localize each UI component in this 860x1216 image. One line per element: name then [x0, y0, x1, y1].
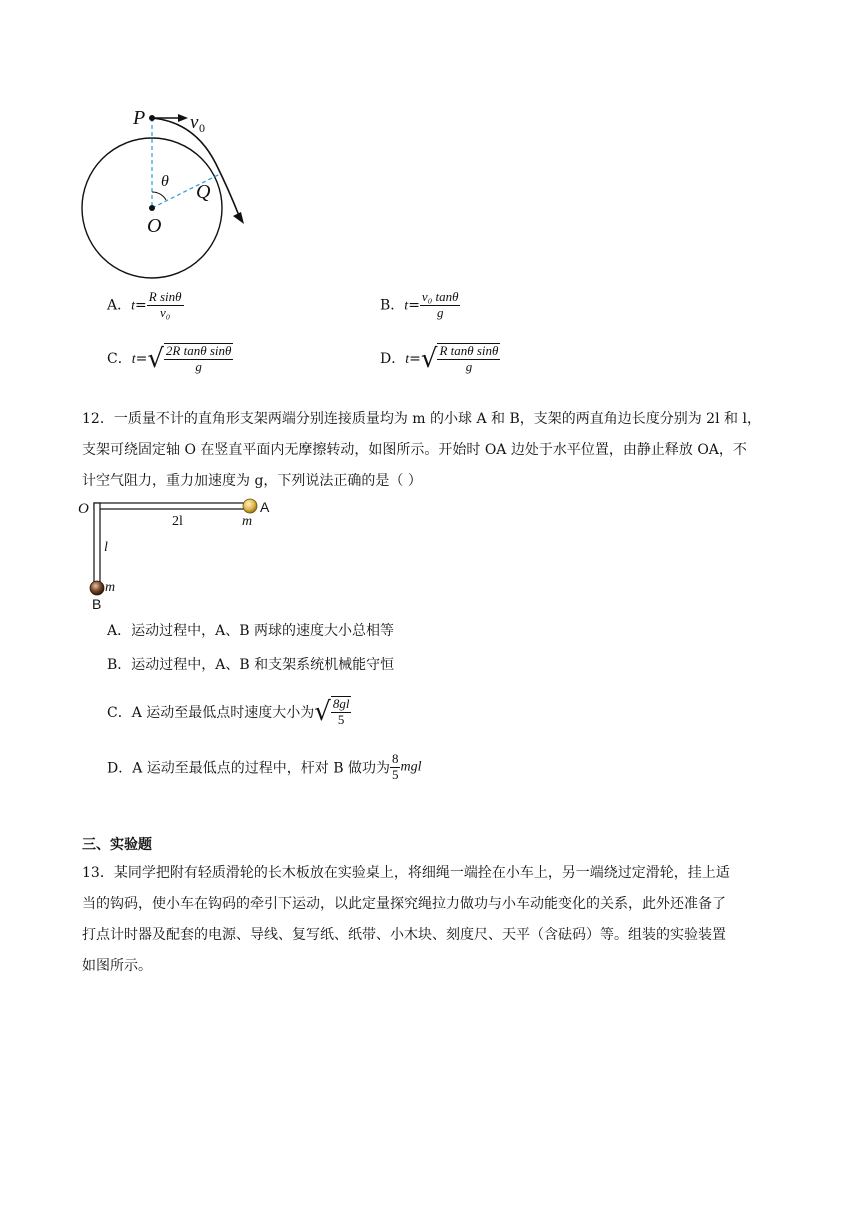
- denominator: g: [465, 358, 473, 374]
- bracket-vertical-arm: [94, 503, 100, 588]
- q12-stem: [82, 404, 782, 497]
- numerator: R sinθ: [148, 289, 182, 304]
- stem-line: 计空气阻力，重力加速度为 g，下列说法正确的是（ ）: [82, 473, 422, 489]
- q12-option-c: [107, 696, 351, 728]
- option-text: D．A 运动至最低点的过程中，杆对 B 做功为: [107, 760, 390, 777]
- sqrt-icon: √: [420, 343, 438, 374]
- q11-circle-figure: [70, 100, 270, 280]
- numerator: 8: [391, 751, 399, 766]
- stem-line: 13．某同学把附有轻质滑轮的长木板放在实验桌上，将细绳一端拴在小车上，另一端绕过定滑轮，挂上适: [82, 865, 730, 881]
- label-q: Q: [196, 181, 211, 203]
- fraction: [164, 343, 234, 375]
- section-title: 三、实验题: [82, 837, 152, 853]
- denominator: 5: [337, 711, 345, 727]
- q11-option-c: [107, 343, 233, 375]
- numerator: 8gl: [332, 696, 350, 711]
- q12-bracket-figure: [74, 496, 284, 616]
- point-p: [149, 115, 155, 121]
- var-t: t: [404, 298, 409, 314]
- var-t: t: [405, 351, 410, 367]
- label-mb: m: [105, 580, 116, 595]
- q11-option-d: [380, 343, 500, 375]
- option-key: C．: [107, 350, 132, 367]
- stem-line: 当的钩码，使小车在钩码的牵引下运动，以此定量探究绳拉力做功与小车动能变化的关系，此外还准备了: [82, 896, 726, 912]
- q12-option-a: [107, 620, 394, 640]
- label-p: P: [133, 107, 146, 129]
- trajectory-arrowhead: [233, 212, 244, 224]
- q12-option-b: [107, 654, 394, 674]
- fraction: [390, 752, 401, 783]
- ball-b: [90, 581, 104, 595]
- equals: =: [135, 297, 147, 314]
- label-theta: θ: [161, 173, 169, 190]
- sqrt-icon: √: [314, 696, 331, 727]
- label-l: l: [104, 540, 108, 555]
- numerator: v₀ tanθ: [421, 289, 459, 304]
- fraction: [331, 696, 352, 728]
- fraction: [147, 290, 184, 321]
- equals: =: [409, 350, 421, 367]
- q12-option-d: [107, 752, 421, 783]
- label-b: B: [92, 596, 102, 612]
- equals: =: [408, 297, 420, 314]
- numerator: 2R tanθ sinθ: [165, 343, 232, 358]
- q13-stem: [82, 858, 782, 982]
- q11-option-b: [380, 290, 460, 321]
- stem-line: 如图所示。: [82, 958, 152, 974]
- label-o: O: [78, 501, 89, 517]
- theta-arc: [152, 192, 166, 200]
- option-tail: mgl: [400, 759, 422, 775]
- option-key: B．: [380, 297, 405, 314]
- option-text: A．运动过程中，A、B 两球的速度大小总相等: [107, 623, 394, 639]
- label-2l: 2l: [172, 514, 183, 529]
- denominator: g: [436, 304, 444, 320]
- label-a: A: [260, 499, 270, 515]
- var-t: t: [131, 351, 136, 367]
- point-o: [149, 205, 155, 211]
- fraction: [420, 290, 461, 321]
- stem-line: 打点计时器及配套的电源、导线、复写纸、纸带、小木块、刻度尺、天平（含砝码）等。组装的实验装置: [82, 927, 726, 943]
- var-t: t: [131, 298, 136, 314]
- denominator: g: [195, 358, 202, 374]
- option-key: D．: [380, 350, 406, 367]
- stem-line: 12．一质量不计的直角形支架两端分别连接质量均为 m 的小球 A 和 B，支架的两直角边长度分别为 2l 和 l，: [82, 411, 761, 427]
- label-ma: m: [242, 514, 253, 529]
- label-v0-sub: 0: [199, 121, 205, 135]
- fraction: [437, 343, 500, 375]
- denominator: 5: [391, 766, 399, 782]
- stem-line: 支架可绕固定轴 O 在竖直平面内无摩擦转动，如图所示。开始时 OA 边处于水平位置，由静止释放 OA，不: [82, 442, 747, 458]
- equals: =: [135, 350, 148, 367]
- sqrt-icon: √: [147, 343, 164, 374]
- label-o: O: [147, 215, 162, 237]
- option-text: B．运动过程中，A、B 和支架系统机械能守恒: [107, 657, 395, 673]
- denominator: v₀: [159, 304, 171, 320]
- numerator: R tanθ sinθ: [439, 343, 499, 358]
- q11-option-a: [107, 290, 184, 321]
- ball-a: [243, 499, 257, 513]
- bracket-horizontal-arm: [94, 503, 249, 509]
- label-v0: v: [190, 112, 199, 133]
- v0-arrowhead: [178, 114, 188, 122]
- option-text: C．A 运动至最低点时速度大小为: [107, 704, 315, 721]
- trajectory-curve: [152, 118, 240, 218]
- option-key: A．: [107, 297, 132, 314]
